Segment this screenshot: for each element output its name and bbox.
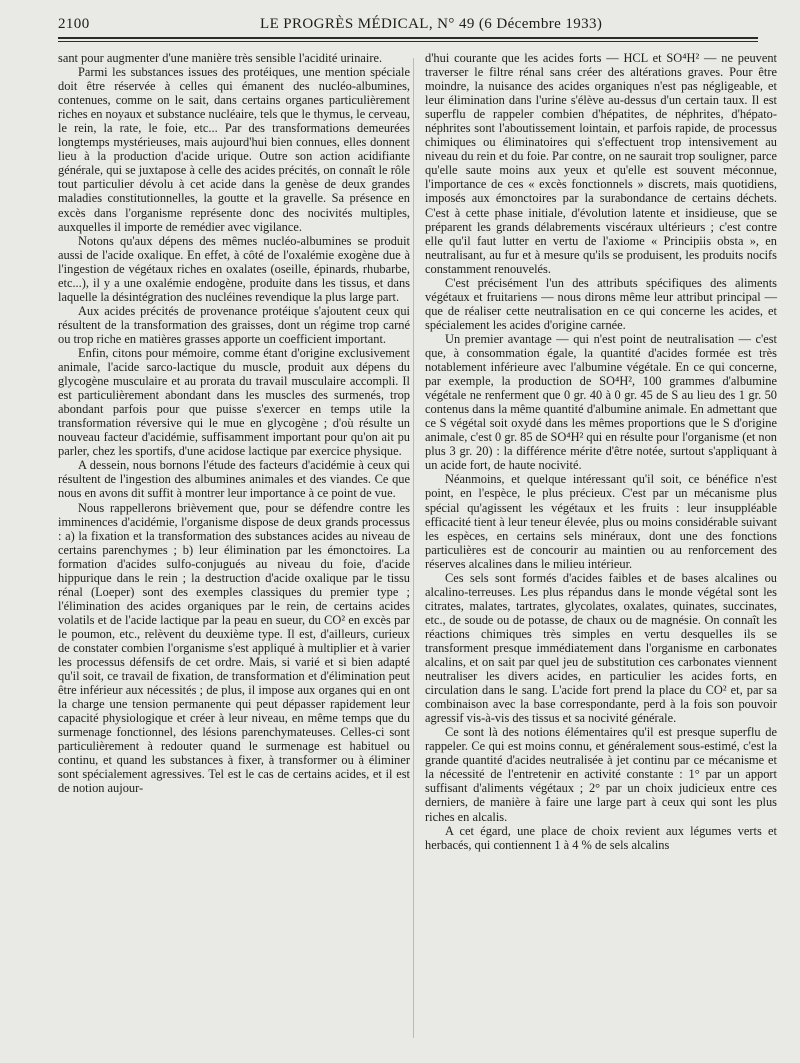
- paragraph: Ces sels sont formés d'acides faibles et de bases alcalines ou alcalino-terreuses. Les plus répandus dans le monde végétal sont les citrates, malates, tartrates, glycolates, oxalates, quinates, succinates, etc., de soude ou de potasse, de chaux ou de magnésie. On connaît les réactions chimiques très simples en vertu desquelles ils se transforment presque immédiatement dans l'organisme en carbonates alcalins, et on sait par quel jeu de substitution ces carbonates viennent neutraliser les divers acides, en particulier les acides forts, en circulation dans le sang. L'acide fort prend la place du CO² et, par sa combinaison avec la base correspondante, perd à la fois son pouvoir agressif vis-à-vis des tissus et sa nocivité générale.: [425, 570, 777, 726]
- paragraph: Aux acides précités de provenance protéique s'ajoutent ceux qui résultent de la transformation des graisses, dont un régime trop carné ou trop riche en matières grasses apporte un coefficient important.: [58, 303, 410, 346]
- paragraph: A cet égard, une place de choix revient aux légumes verts et herbacés, qui contiennent 1 à 4 % de sels alcalins: [425, 823, 777, 852]
- paragraph: Enfin, citons pour mémoire, comme étant d'origine exclusivement animale, l'acide sarco-lactique du muscle, produit aux dépens du glycogène musculaire et au prorata du travail musculaire accompli. Il est particulièrement abondant dans les muscles des surmenés, trop abondant parfois pour que puisse s'exercer en temps utile la transformation réversive qui le mue en glycogène ; d'où résulte un nouveau facteur d'acidémie, suffisamment important pour qu'on ait pu parler, chez les sportifs, d'une acidose lactique par exercice physique.: [58, 345, 410, 459]
- paragraph: C'est précisément l'un des attributs spécifiques des aliments végétaux et fruitariens — nous dirons même leur attribut principal — que de réaliser cette neutralisation en ce qui concerne les acides, et spécialement les acides d'origine carnée.: [425, 275, 777, 332]
- paragraph: Néanmoins, et quelque intéressant qu'il soit, ce bénéfice n'est point, en l'espèce, le plus précieux. C'est par un mécanisme plus spécial qu'agissent les végétaux et les fruits : leur insuppléable efficacité tient à leur teneur élevée, plus ou moins considérable suivant les espèces, en certains sels minéraux, dont une des fonctions particulières est de concourir au maintien ou au renforcement des réserves alcalines dans le milieu intérieur.: [425, 472, 777, 571]
- page-number: 2100: [58, 16, 90, 32]
- left-column: [58, 51, 410, 795]
- paragraph: Notons qu'aux dépens des mêmes nucléo-albumines se produit aussi de l'acide oxalique. En effet, à côté de l'oxalémie exogène due à l'ingestion de végétaux riches en oxalates (oseille, épinards, rhubarbe, etc...), il y a une oxalémie endogène, produite dans les tissus, et dans laquelle la désintégration des nucléines revendique la plus large part.: [58, 233, 410, 304]
- paragraph: A dessein, nous bornons l'étude des facteurs d'acidémie à ceux qui résultent de l'ingestion des albumines animales et des viandes. Ce que nous en avons dit suffit à montrer leur importance à ce point de vue.: [58, 458, 410, 501]
- running-header: [58, 12, 758, 34]
- paragraph: sant pour augmenter d'une manière très sensible l'acidité urinaire.: [58, 51, 383, 65]
- paragraph: d'hui courante que les acides forts — HCL et SO⁴H² — ne peuvent traverser le filtre rénal sans créer des altérations graves. Pour être moindre, la nuisance des acides organiques n'est pas négligeable, et leur élimination dans l'urine s'élève au-dessus d'un certain taux. Il est superflu de rappeler combien d'hépatites, de néphrites, d'hépato-néphrites sont l'aboutissement lointain, et parfois rapide, de processus chimiques ou éliminatoires qui s'effectuent trop intensivement au niveau du rein et du foie. Par contre, on ne saurait trop souligner, parce qu'elle saute moins aux yeux et qu'elle est souvent méconnue, l'importance de ces « excès fonctionnels » discrets, mais quotidiens, imposés aux émonctoires par la surabondance de certains déchets. C'est à cette phase initiale, d'évolution latente et insidieuse, que se préparent les grands délabrements viscéraux ultérieurs ; c'est contre elle qu'il faut lutter en vertu de l'axiome « Principiis obsta », en neutralisant, au fur et à mesure qu'ils se produisent, les produits nocifs constamment renouvelés.: [425, 51, 777, 276]
- journal-title: LE PROGRÈS MÉDICAL, N° 49 (6 Décembre 1933): [260, 16, 603, 32]
- header-rule-thin: [58, 41, 758, 42]
- paragraph: Parmi les substances issues des protéiques, une mention spéciale doit être réservée à celles qui émanent des nucléo-albumines, contenues, comme on le sait, dans certains organes particulièrement riches en noyaux et substance nucléaire, tels que le thymus, le cerveau, le rein, la rate, le foie, etc... Par des transformations demeurées longtemps mystérieuses, mais aujourd'hui bien connues, elles donnent lieu à la production d'acide urique. Outre son action acidifiante générale, qui se juxtapose à celle des acides précités, on connaît le rôle tout particulier dévolu à cet acide dans la genèse de deux grandes maladies constitutionnelles, la goutte et la gravelle. Sa présence en excès dans l'organisme représente donc des nocivités multiples, auxquelles il importe de remédier avec vigilance.: [58, 65, 410, 234]
- right-column: [425, 51, 777, 852]
- paragraph: Ce sont là des notions élémentaires qu'il est presque superflu de rappeler. Ce qui est moins connu, et généralement sous-estimé, c'est la grande quantité d'acides neutralisée à jet continu par ce mécanisme et la nécessité de l'entretenir en activité constante : 1° par un apport suffisant d'aliments végétaux ; 2° par un choix judicieux entre ces derniers, de manière à faire une large part à ceux qui sont les plus riches en alcalis.: [425, 725, 777, 824]
- paragraph: Un premier avantage — qui n'est point de neutralisation — c'est que, à consommation égale, la quantité d'acides formée est très notablement inférieure avec l'albumine végétale. En ce qui concerne, par exemple, la production de SO⁴H², 100 grammes d'albumine végétale ne renferment que 0 gr. 40 à 0 gr. 45 de S au lieu des 1 gr. 50 contenus dans la même quantité d'albumine animale. En admettant que ce S végétal soit oxydé dans les mêmes proportions que le S d'origine animale, c'est 0 gr. 85 de SO⁴H² qui en résulte pour l'organisme (et non plus 3 gr. 20) : la différence mérite d'être notée, surtout s'appliquant à un acide fort, de haute nocivité.: [425, 331, 777, 473]
- header-rule-thick: [58, 37, 758, 39]
- paragraph: Nous rappellerons brièvement que, pour se défendre contre les imminences d'acidémie, l'organisme dispose de deux grands processus : a) la fixation et la transformation des substances acides au niveau de certains parenchymes ; b) leur élimination par les émonctoires. La formation d'acides sulfo-conjugués au niveau du foie, d'acide hippurique dans le rein ; la destruction d'acide oxalique par le tissu rénal (Loeper) sont des exemples classiques du premier type ; l'élimination des acides organiques par le rein, de certains acides volatils et de l'acide lactique par la peau en sueur, du CO² en excès par le poumon, etc., relèvent du deuxième type. Il est, d'ailleurs, curieux de constater combien l'organisme s'est appliqué à multiplier et à varier les processus défensifs de cet ordre. Mais, si varié et si bien adapté qu'il soit, ce travail de fixation, de transformation et d'élimination peut être inférieur aux nécessités ; de plus, il impose aux organes qui en ont la charge une tension permanente qui peut dépasser rapidement leur capacité physiologique et créer à leur niveau, en même temps que du surmenage fonctionnel, des lésions parenchymateuses. Celles-ci sont particulièrement à redouter quand le surmenage est habituel ou continu, et quand les substances à fixer, à transformer ou à éliminer sont spécialement agressives. Tel est le cas de certains acides, et il est de notion aujour-: [58, 500, 410, 796]
- column-divider: [413, 58, 414, 1038]
